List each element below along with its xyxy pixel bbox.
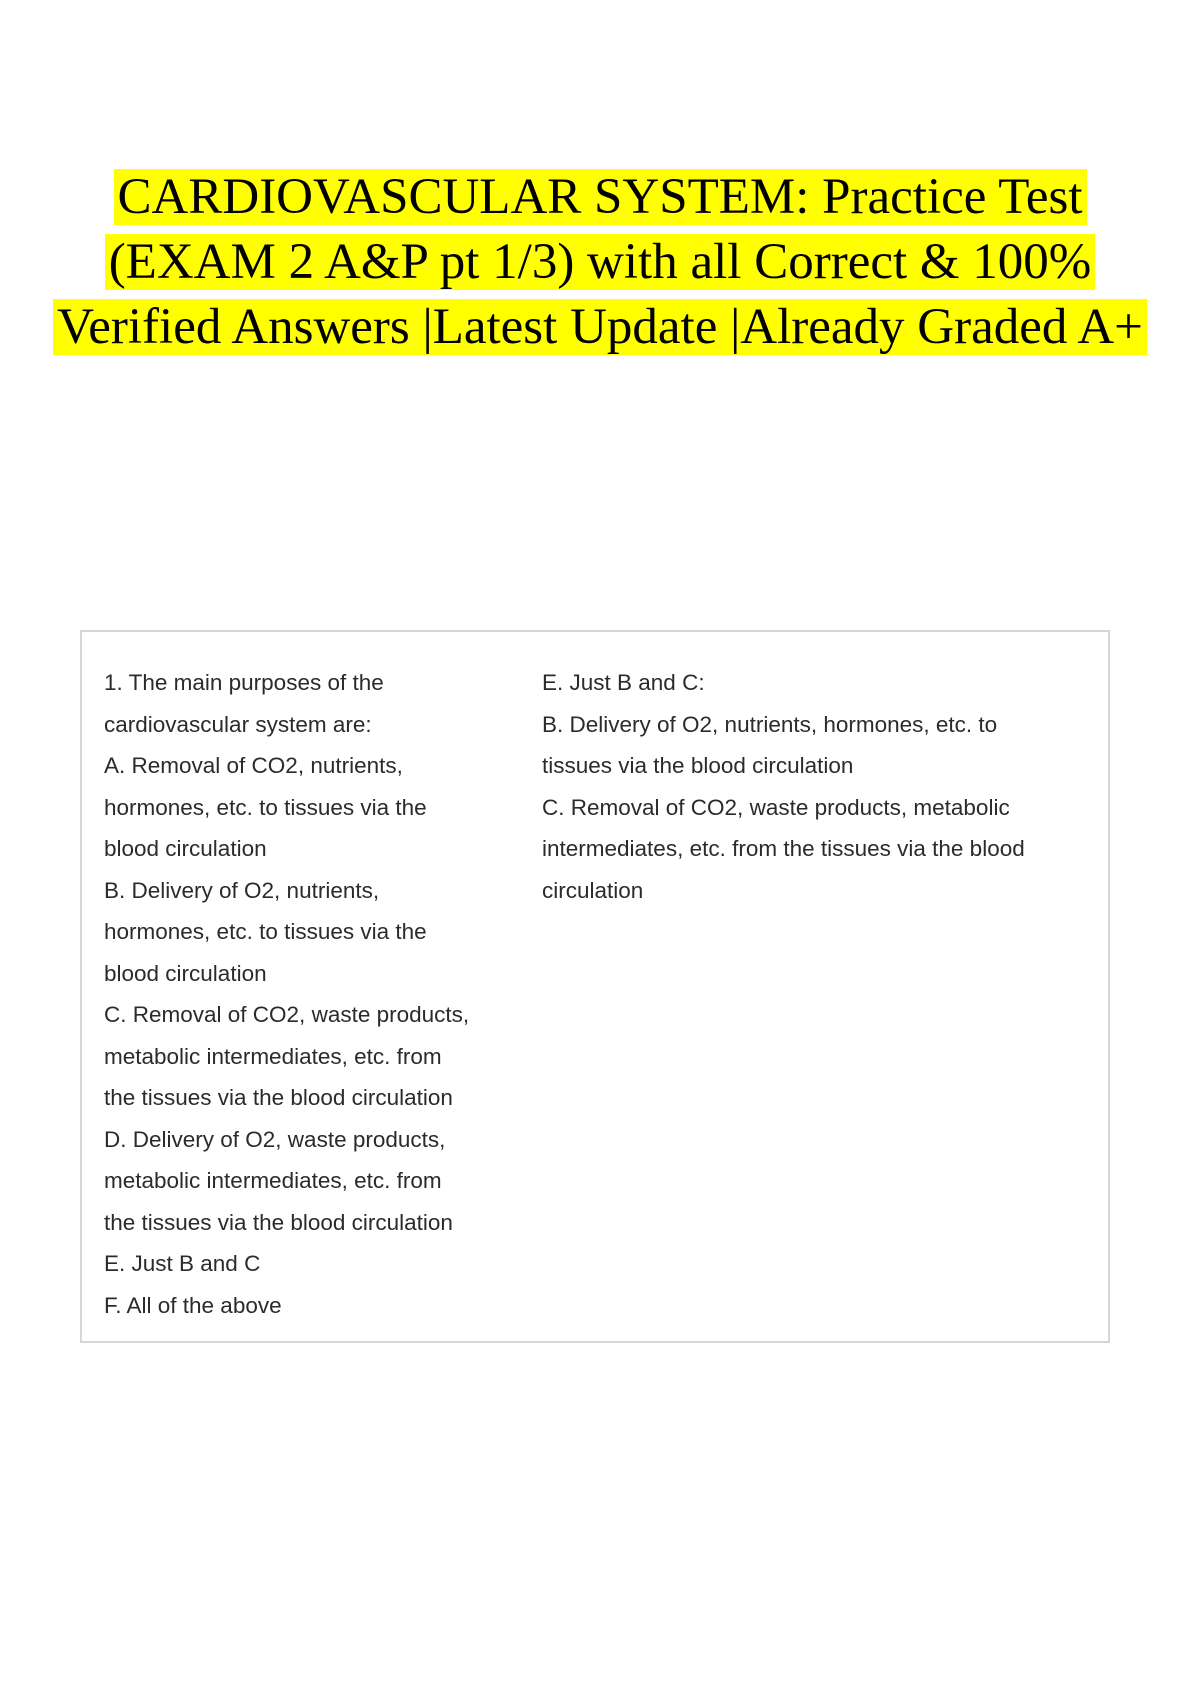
title-line-3-text: Verified Answers |Latest Update |Already Graded A+ (53, 299, 1147, 355)
option-line: the tissues via the blood circulation (104, 1209, 453, 1235)
title-line-2 (40, 230, 1160, 295)
option-line: hormones, etc. to tissues via the (104, 794, 427, 820)
question-answer-card (80, 630, 1110, 1343)
title-line-3 (40, 295, 1160, 360)
answer-line: intermediates, etc. from the tissues via the blood (542, 836, 1025, 861)
answer-column (542, 662, 1082, 911)
option-line: E. Just B and C (104, 1251, 261, 1276)
answer-line: tissues via the blood circulation (542, 753, 854, 778)
question-line: cardiovascular system are: (104, 711, 372, 737)
document-title (40, 165, 1160, 360)
option-line: F. All of the above (104, 1292, 282, 1318)
question-column (104, 662, 514, 1326)
option-line: blood circulation (104, 836, 267, 861)
question-line: 1. The main purposes of the (104, 670, 384, 695)
option-line: blood circulation (104, 960, 267, 986)
answer-line: E. Just B and C: (542, 670, 705, 695)
title-line-1 (40, 165, 1160, 230)
answer-line: B. Delivery of O2, nutrients, hormones, etc. to (542, 711, 998, 737)
title-line-1-text: CARDIOVASCULAR SYSTEM: Practice Test (114, 169, 1087, 225)
option-line: hormones, etc. to tissues via the (104, 919, 427, 944)
title-line-2-text: (EXAM 2 A&P pt 1/3) with all Correct & 100% (105, 234, 1096, 290)
option-line: metabolic intermediates, etc. from (104, 1043, 442, 1069)
option-line: metabolic intermediates, etc. from (104, 1168, 442, 1193)
answer-line: circulation (542, 877, 644, 903)
answer-line: C. Removal of CO2, waste products, metabolic (542, 794, 1010, 820)
option-line: C. Removal of CO2, waste products, (104, 1002, 470, 1027)
option-line: the tissues via the blood circulation (104, 1085, 453, 1110)
option-line: A. Removal of CO2, nutrients, (104, 753, 403, 778)
option-line: B. Delivery of O2, nutrients, (104, 877, 380, 903)
option-line: D. Delivery of O2, waste products, (104, 1126, 446, 1152)
